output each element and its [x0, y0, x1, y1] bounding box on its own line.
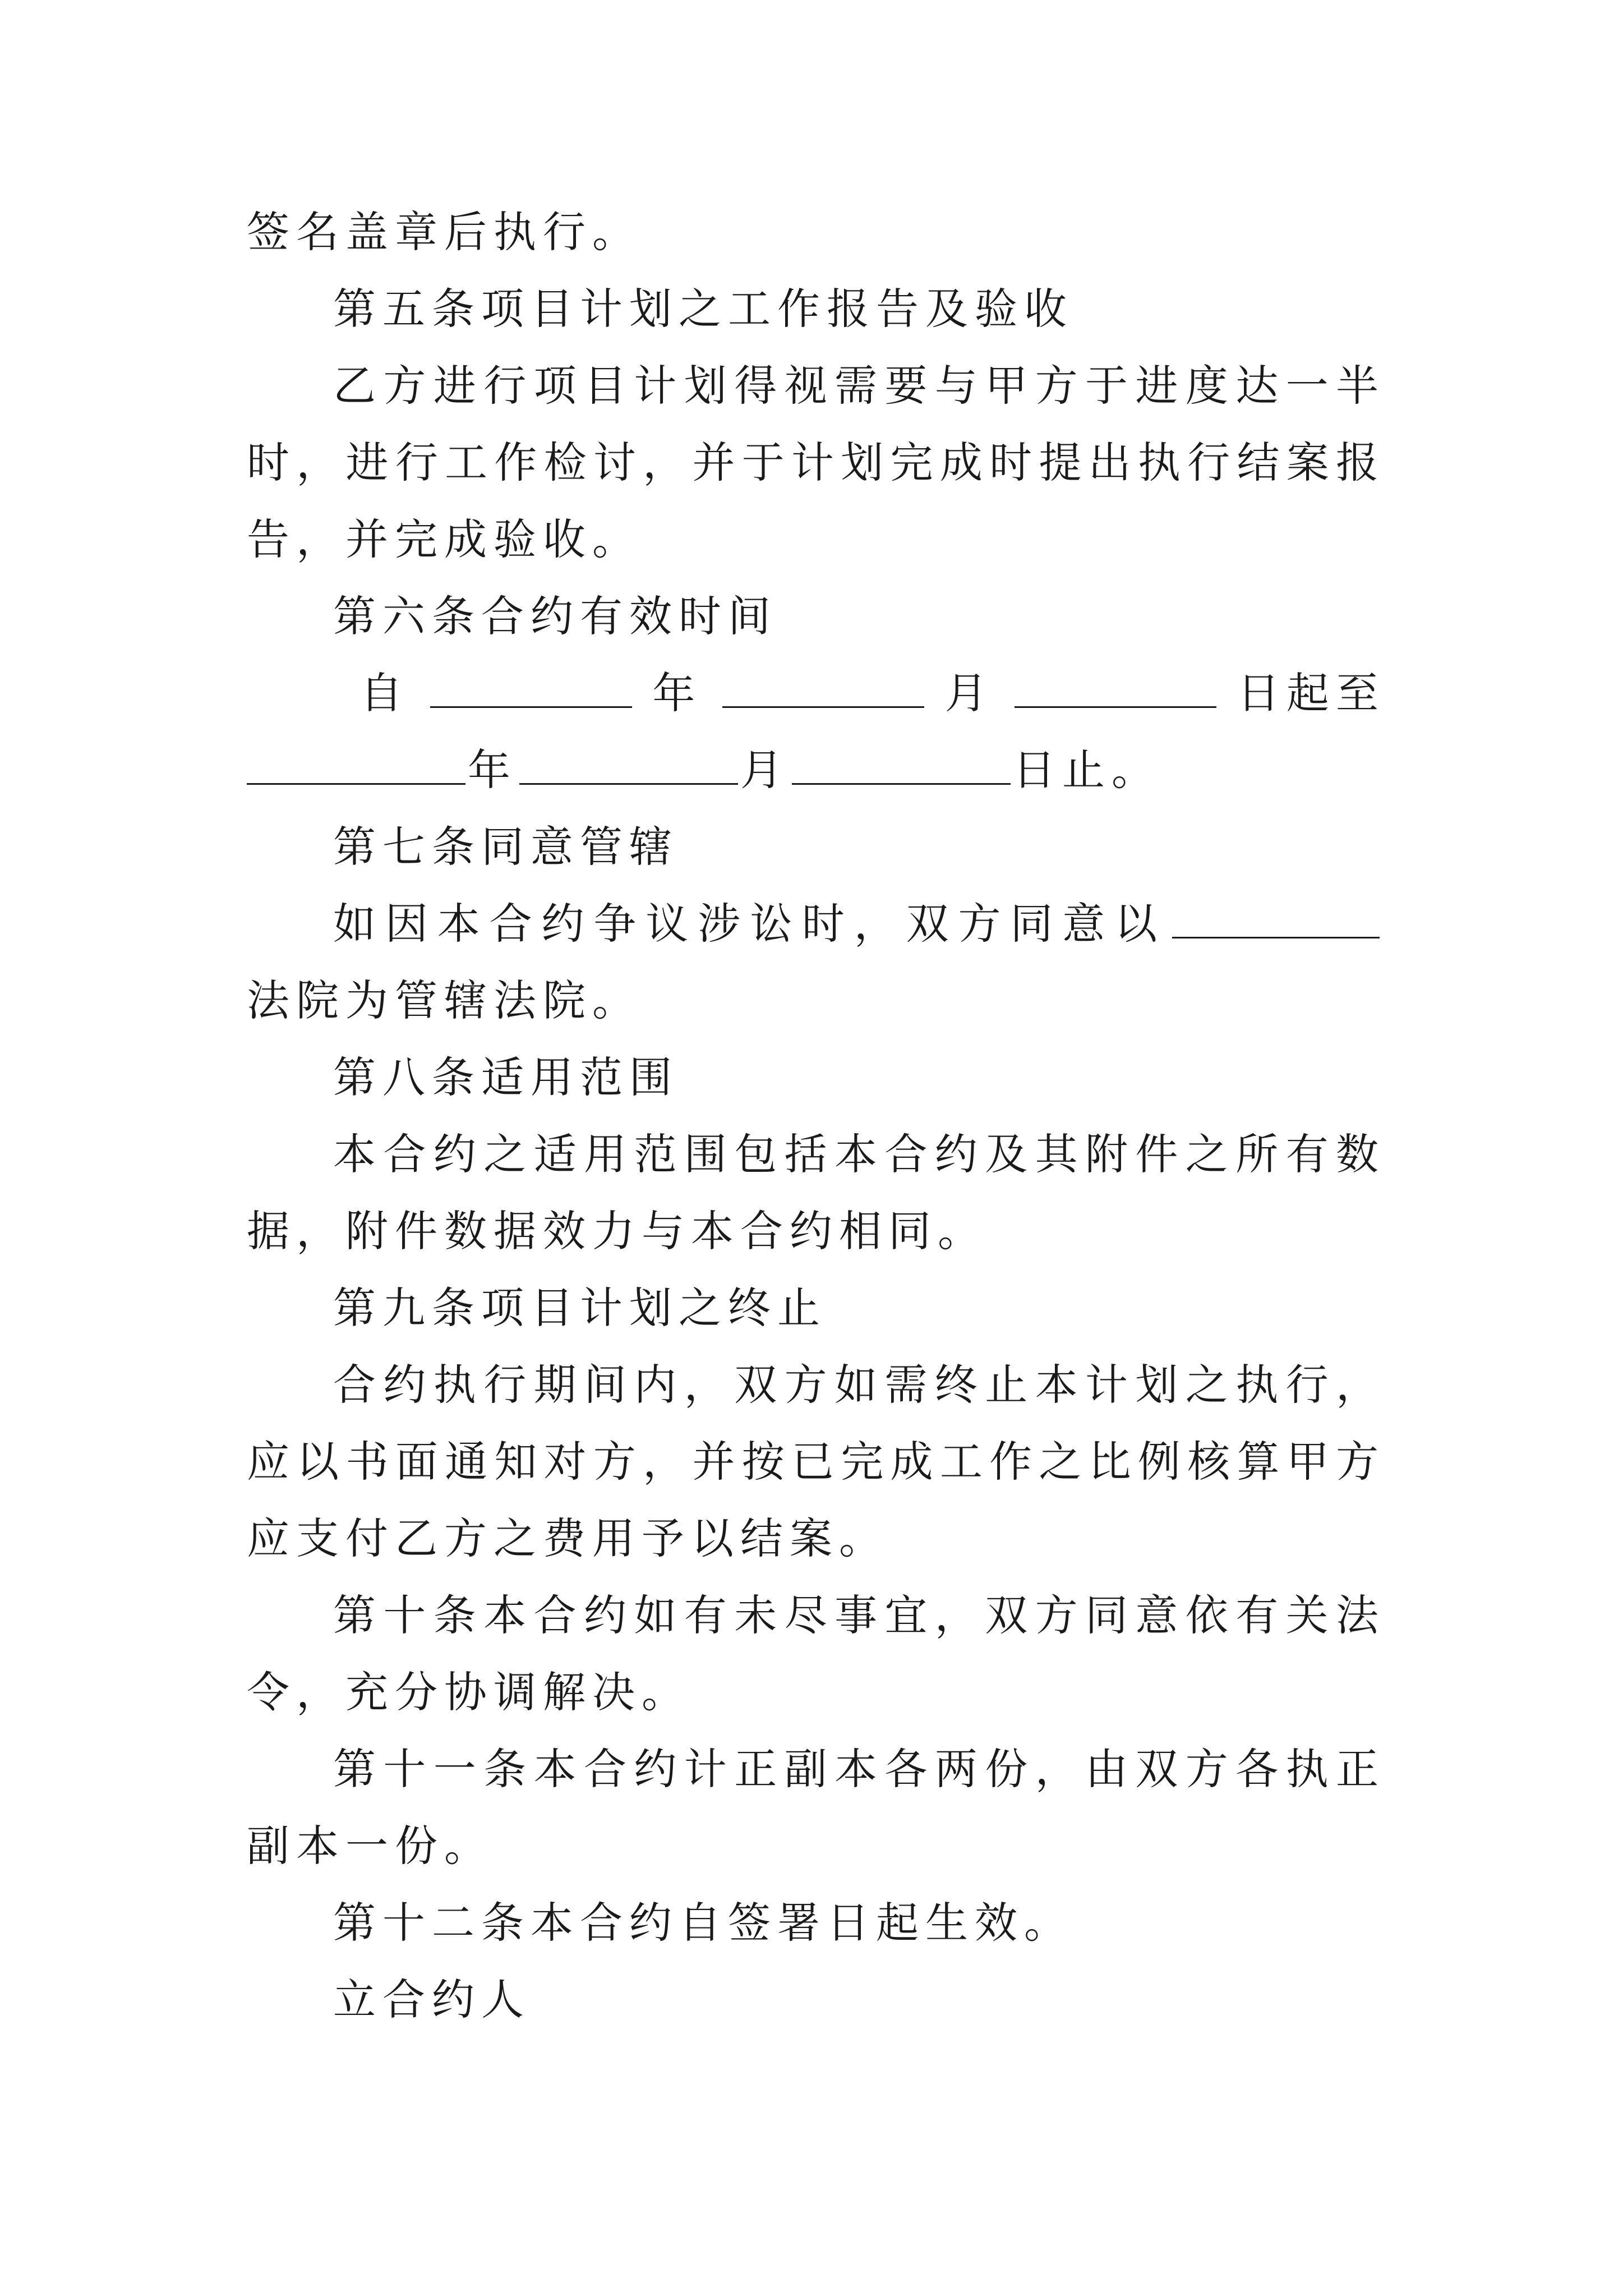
document-body — [247, 194, 1385, 2038]
article-8-heading: 第八条适用范围 — [333, 1052, 679, 1102]
article-5-body: 乙方进行项目计划得视需要与甲方于进度达一半时，进行工作检讨，并于计划完成时提出执行结案报告，并完成验收。 — [247, 361, 1385, 564]
end-month-blank — [519, 744, 738, 785]
start-year-blank — [430, 667, 632, 708]
jurisdiction-suffix: 法院为管辖法院。 — [247, 976, 642, 1025]
date-from-label: 自 — [360, 668, 409, 718]
jurisdiction-prefix: 如因本合约争议涉讼时，双方同意以 — [333, 899, 1166, 949]
court-name-blank — [1172, 898, 1380, 938]
end-day-blank — [792, 744, 1011, 785]
article-6-heading: 第六条合约有效时间 — [333, 591, 777, 641]
date-clause-line-2 — [247, 731, 1385, 808]
end-month-label: 月 — [740, 745, 790, 795]
start-day-blank — [1015, 667, 1216, 708]
signatory-label: 立合约人 — [333, 1975, 531, 2024]
paragraph-continuation: 签名盖章后执行。 — [247, 207, 642, 257]
start-year-label: 年 — [652, 668, 702, 718]
start-month-blank — [722, 667, 924, 708]
date-clause-line-1 — [247, 655, 1385, 731]
article-7-body — [247, 885, 1385, 1039]
article-11: 第十一条本合约计正副本各两份，由双方各执正副本一份。 — [247, 1744, 1385, 1871]
article-12: 第十二条本合约自签署日起生效。 — [333, 1898, 1073, 1948]
end-year-blank — [247, 744, 465, 785]
start-month-label: 月 — [944, 668, 994, 718]
article-9-heading: 第九条项目计划之终止 — [333, 1283, 827, 1333]
article-8-body: 本合约之适用范围包括本合约及其附件之所有数据，附件数据效力与本合约相同。 — [247, 1129, 1385, 1256]
end-year-label: 年 — [468, 745, 517, 795]
article-9-body: 合约执行期间内，双方如需终止本计划之执行，应以书面通知对方，并按已完成工作之比例核算甲方应支付乙方之费用予以结案。 — [247, 1360, 1385, 1563]
article-10: 第十条本合约如有未尽事宜，双方同意依有关法令，充分协调解决。 — [247, 1590, 1385, 1717]
end-day-label: 日止。 — [1013, 745, 1161, 795]
start-day-label: 日起至 — [1237, 668, 1385, 718]
article-7-heading: 第七条同意管辖 — [333, 822, 679, 872]
article-5-heading: 第五条项目计划之工作报告及验收 — [333, 284, 1073, 334]
